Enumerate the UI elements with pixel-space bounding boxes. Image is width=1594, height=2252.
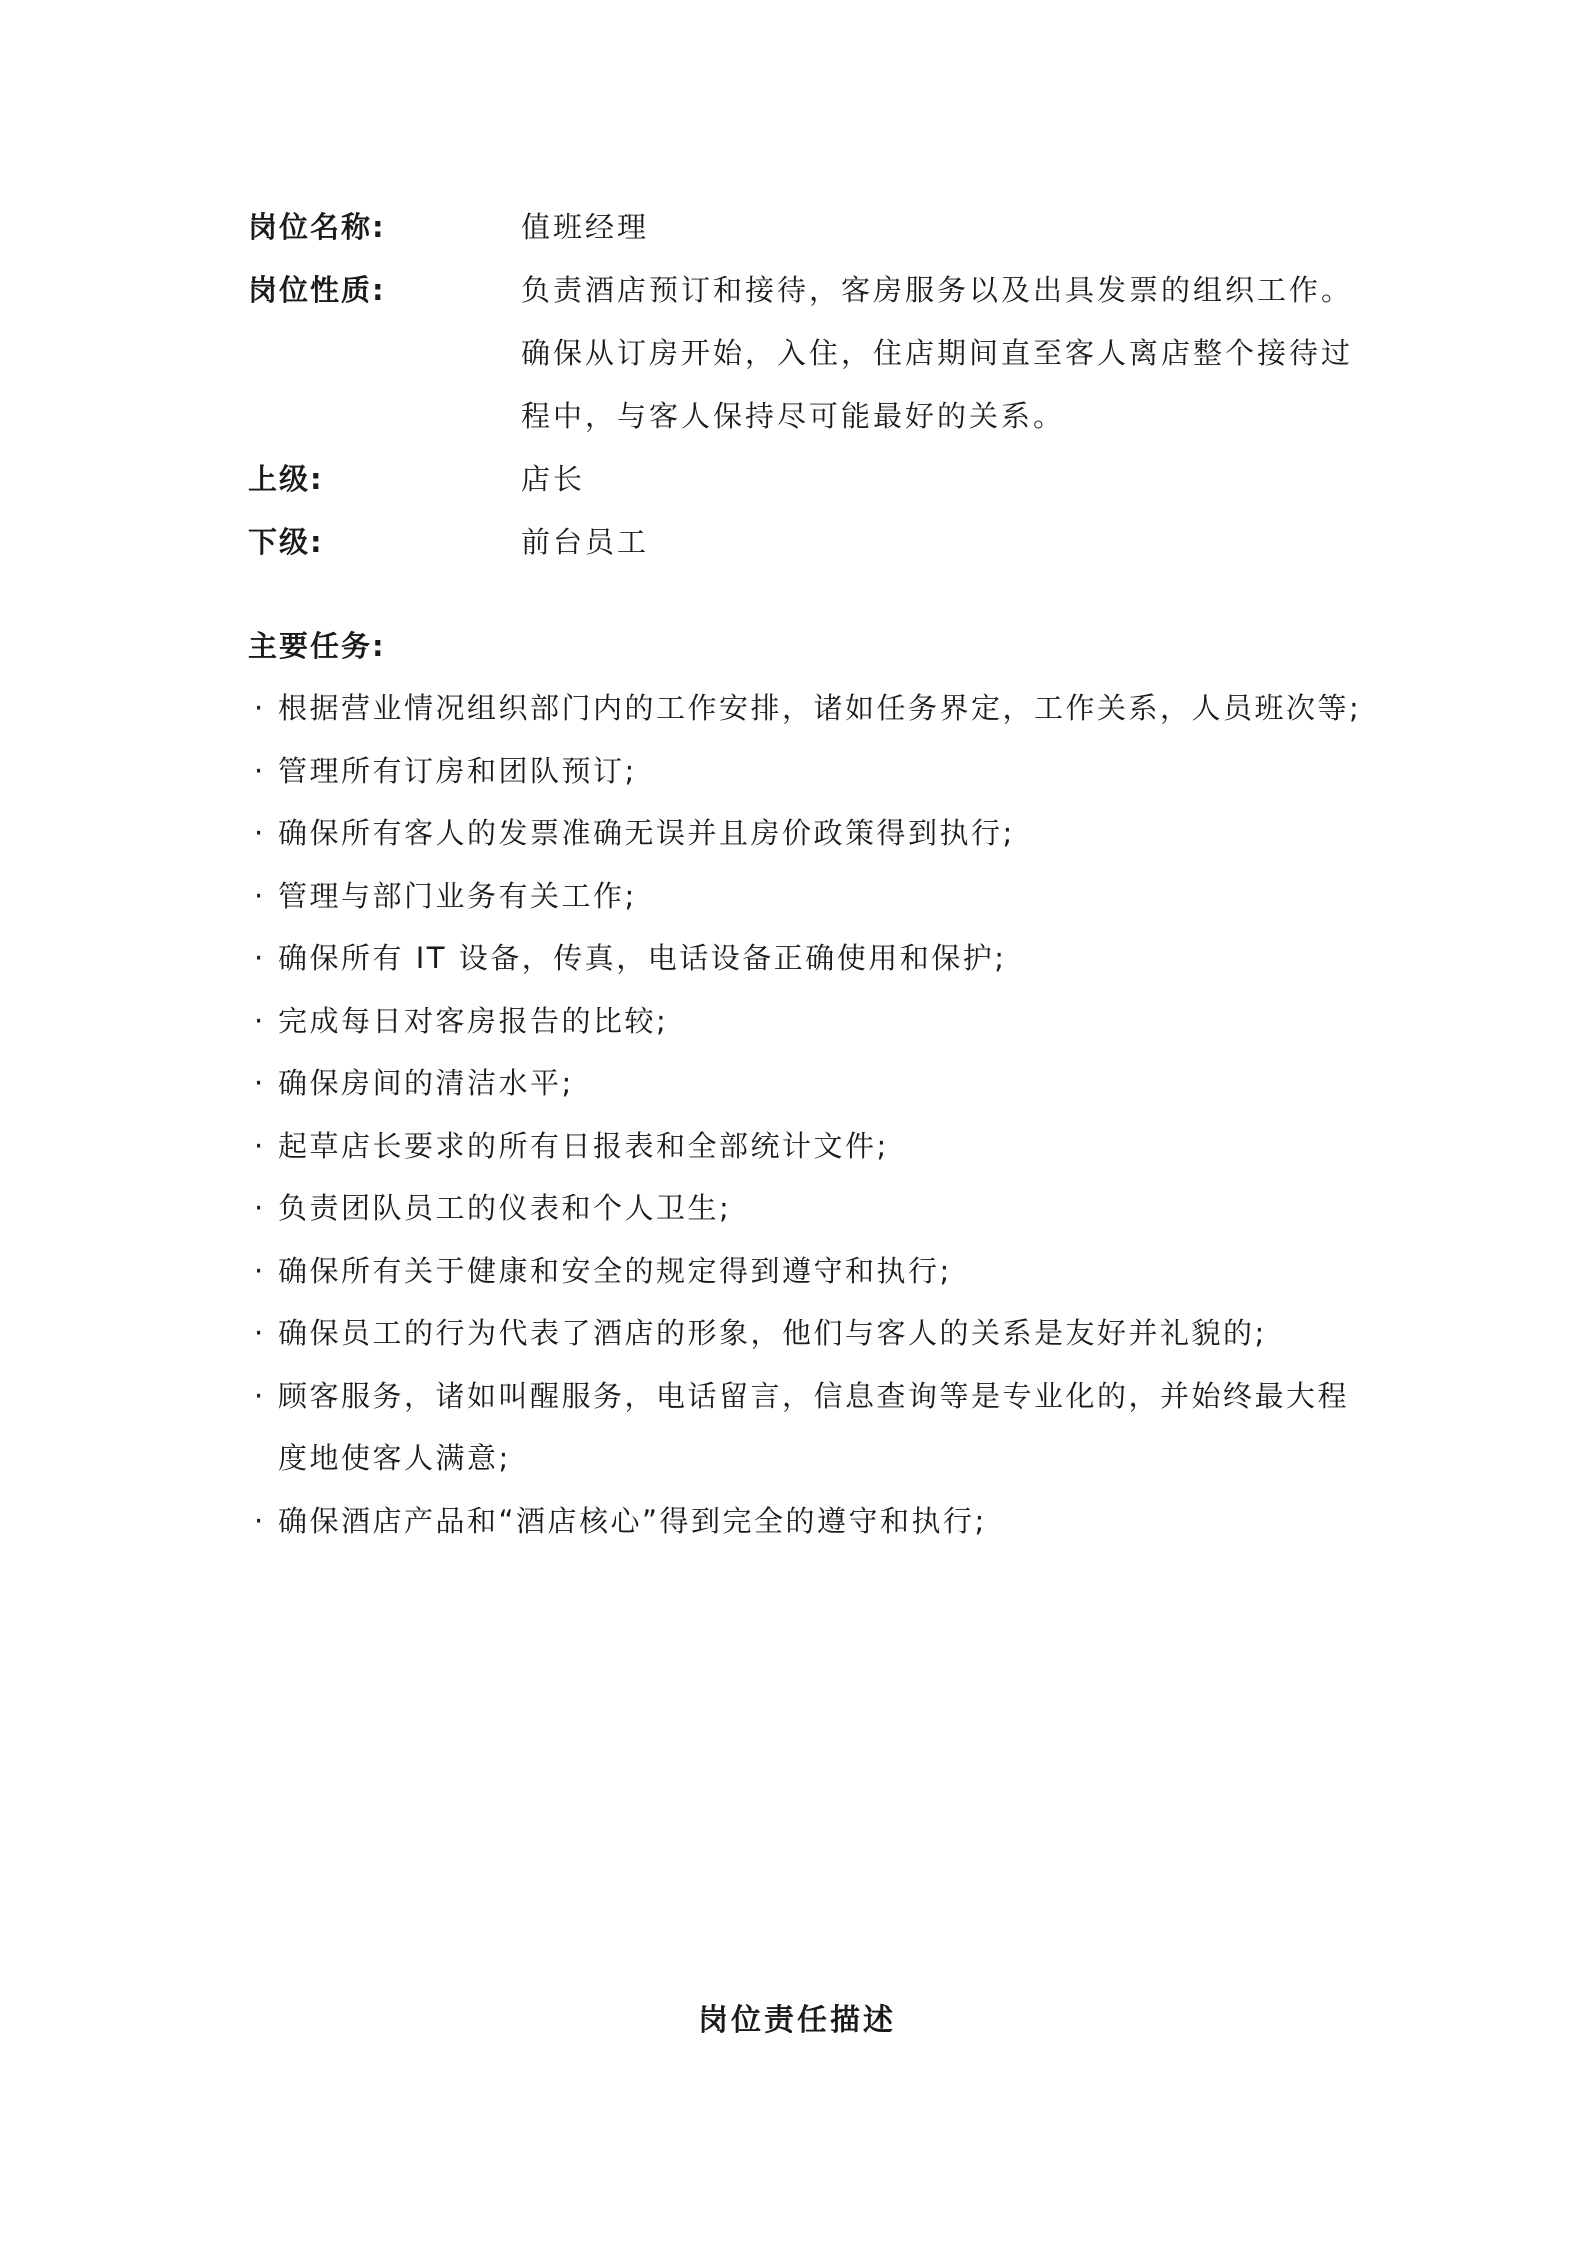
task-item bbox=[250, 1115, 1370, 1178]
task-text: 确保酒店产品和“酒店核心”得到完全的遵守和执行; bbox=[278, 1503, 987, 1538]
bullet-icon: · bbox=[254, 1253, 266, 1288]
tasks-heading: 主要任务: bbox=[248, 629, 386, 663]
field-value-superior: 店长 bbox=[521, 462, 586, 496]
field-value-subordinate: 前台员工 bbox=[521, 525, 650, 559]
task-text: 确保所有客人的发票准确无误并且房价政策得到执行; bbox=[278, 816, 1015, 850]
bullet-icon: · bbox=[254, 878, 266, 913]
task-text: 管理与部门业务有关工作; bbox=[278, 878, 637, 913]
task-item bbox=[250, 1177, 1370, 1240]
bullet-icon: · bbox=[254, 691, 266, 725]
task-list bbox=[250, 677, 1370, 1552]
task-text: 确保所有关于健康和安全的规定得到遵守和执行; bbox=[278, 1253, 952, 1288]
field-label-subordinate: 下级: bbox=[248, 525, 324, 559]
task-item bbox=[250, 1302, 1370, 1365]
task-item bbox=[250, 1490, 1370, 1553]
footer-title: 岗位责任描述 bbox=[698, 2003, 896, 2038]
task-text: 完成每日对客房报告的比较; bbox=[278, 1003, 669, 1038]
task-item bbox=[250, 1365, 1370, 1490]
task-item bbox=[250, 927, 1370, 990]
task-text: 根据营业情况组织部门内的工作安排，诸如任务界定，工作关系，人员班次等; bbox=[278, 691, 1362, 725]
task-text: 确保房间的清洁水平; bbox=[278, 1066, 574, 1100]
bullet-icon: · bbox=[254, 816, 266, 850]
bullet-icon: · bbox=[254, 1316, 266, 1350]
task-item bbox=[250, 1052, 1370, 1115]
task-item bbox=[250, 865, 1370, 928]
task-text: 负责团队员工的仪表和个人卫生; bbox=[278, 1191, 732, 1225]
bullet-icon: · bbox=[254, 1378, 266, 1413]
bullet-icon: · bbox=[254, 1003, 266, 1038]
task-text: 确保员工的行为代表了酒店的形象，他们与客人的关系是友好并礼貌的; bbox=[278, 1316, 1267, 1350]
bullet-icon: · bbox=[254, 1128, 266, 1163]
bullet-icon: · bbox=[254, 753, 266, 788]
field-label-superior: 上级: bbox=[248, 462, 324, 496]
task-item bbox=[250, 677, 1370, 740]
bullet-icon: · bbox=[254, 1191, 266, 1225]
bullet-icon: · bbox=[254, 1503, 266, 1538]
task-text: 顾客服务，诸如叫醒服务，电话留言，信息查询等是专业化的，并始终最大程度地使客人满意; bbox=[278, 1378, 1350, 1475]
task-item bbox=[250, 802, 1370, 865]
task-item bbox=[250, 1240, 1370, 1303]
task-text: 起草店长要求的所有日报表和全部统计文件; bbox=[278, 1128, 889, 1163]
task-item bbox=[250, 740, 1370, 803]
bullet-icon: · bbox=[254, 1066, 266, 1100]
field-label-position-nature: 岗位性质: bbox=[248, 273, 386, 307]
field-label-position-name: 岗位名称: bbox=[248, 210, 386, 244]
task-item bbox=[250, 990, 1370, 1053]
bullet-icon: · bbox=[254, 941, 266, 975]
task-text: 确保所有 IT 设备，传真，电话设备正确使用和保护; bbox=[278, 941, 1007, 975]
field-value-position-nature: 负责酒店预订和接待，客房服务以及出具发票的组织工作。 确保从订房开始，入住，住店期间直至客人离店整个接待过 程中，与客人保持尽可能最好的关系。 bbox=[521, 273, 1354, 433]
task-text: 管理所有订房和团队预订; bbox=[278, 753, 637, 788]
field-value-position-name: 值班经理 bbox=[521, 210, 650, 244]
